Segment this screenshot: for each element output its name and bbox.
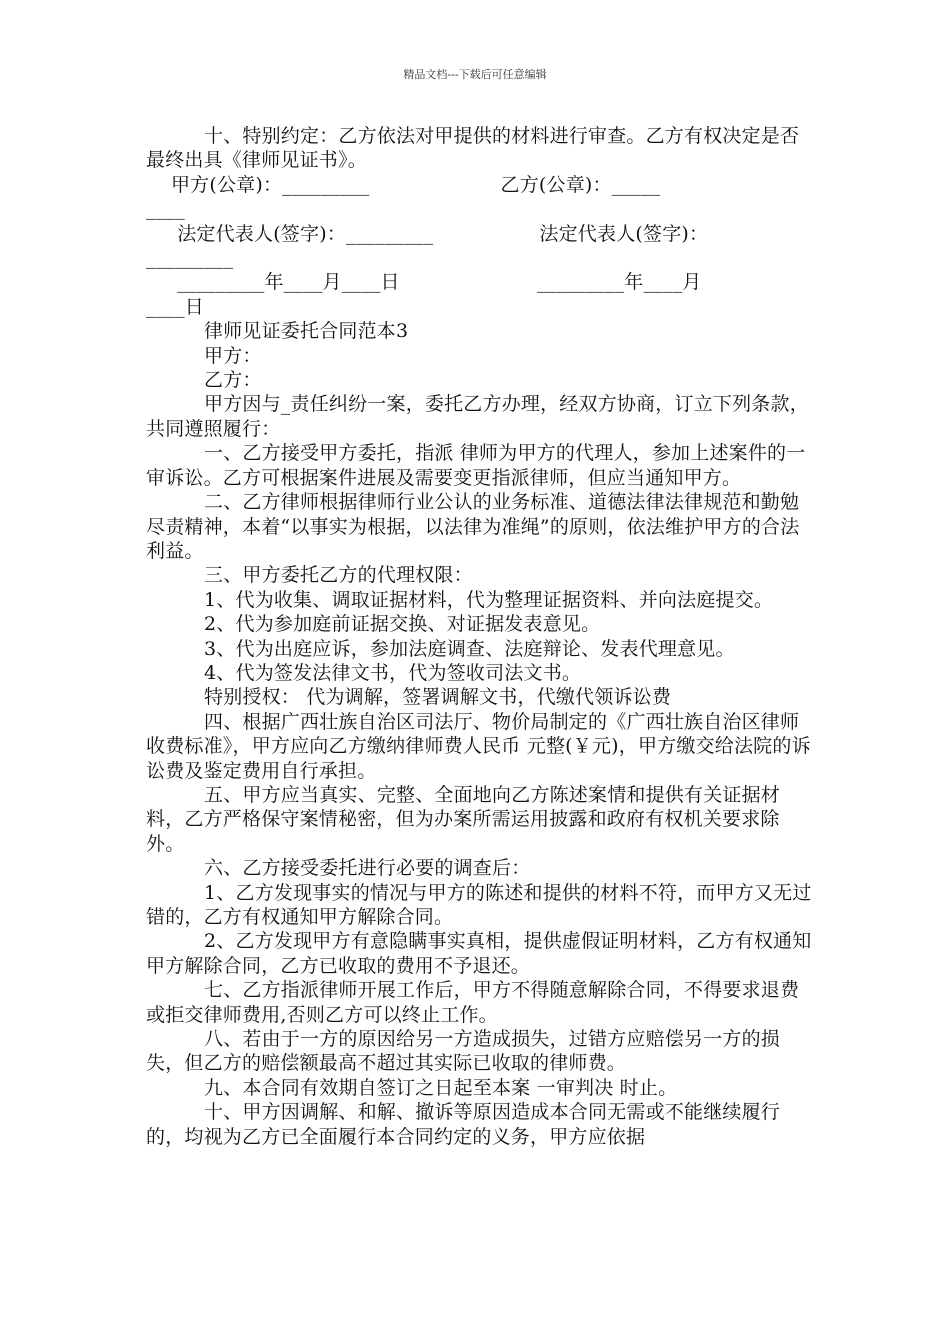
document-body — [146, 124, 812, 1149]
legal-rep-cont: _________ — [146, 247, 234, 270]
clause-paragraph: 甲方因与_责任纠纷一案，委托乙方办理，经双方协商，订立下列条款，共同遵照履行： — [146, 393, 809, 440]
contract-title: 律师见证委托合同范本3 — [204, 320, 409, 343]
clause-paragraph: 一、乙方接受甲方委托，指派 律师为甲方的代理人，参加上述案件的一审诉讼。乙方可根据案件进展及需要变更指派律师，但应当通知甲方。 — [146, 442, 806, 489]
clause-paragraph: 1、乙方发现事实的情况与甲方的陈述和提供的材料不符，而甲方又无过错的，乙方有权通知甲方解除合同。 — [146, 881, 812, 928]
clause-paragraph: 五、甲方应当真实、完整、全面地向乙方陈述案情和提供有关证据材料，乙方严格保守案情秘密，但为办案所需运用披露和政府有权机关要求除外。 — [146, 783, 781, 855]
party-a-seal-line: 甲方(公章)：_________ 乙方(公章)：_____ — [146, 173, 661, 196]
party-a-seal-cont: ____ — [146, 198, 185, 221]
clause-paragraph: 十、甲方因调解、和解、撤诉等原因造成本合同无需或不能继续履行的，均视为乙方已全面履行本合同约定的义务，甲方应依据 — [146, 1101, 781, 1148]
legal-rep-line: 法定代表人(签字)：_________ 法定代表人(签字)： — [146, 222, 709, 245]
date-cont: ____日 — [146, 295, 205, 318]
clause-paragraph: 九、本合同有效期自签订之日起至本案 一审判决 时止。 — [204, 1076, 678, 1099]
clause-paragraph: 4、代为签发法律文书，代为签收司法文书。 — [204, 661, 582, 684]
clause-paragraph: 八、若由于一方的原因给另一方造成损失，过错方应赔偿另一方的损失，但乙方的赔偿额最高不超过其实际已收取的律师费。 — [146, 1028, 781, 1075]
date-line: _________年____月____日 _________年____月 — [146, 271, 702, 294]
clause-paragraph: 1、代为收集、调取证据材料，代为整理证据资料、并向法庭提交。 — [204, 588, 774, 611]
clause-paragraph: 2、乙方发现甲方有意隐瞒事实真相，提供虚假证明材料，乙方有权通知甲方解除合同，乙方已收取的费用不予退还。 — [146, 930, 812, 977]
clause-paragraph: 3、代为出庭应诉，参加法庭调查、法庭辩论、发表代理意见。 — [204, 637, 735, 660]
party-b-label: 乙方： — [204, 369, 262, 392]
page-header: 精品文档---下载后可任意编辑 — [403, 68, 547, 81]
clause-paragraph: 七、乙方指派律师开展工作后，甲方不得随意解除合同，不得要求退费或拒交律师费用,否则乙方可以终止工作。 — [146, 979, 800, 1026]
clause-paragraph: 2、代为参加庭前证据交换、对证据发表意见。 — [204, 613, 601, 636]
party-a-label: 甲方： — [204, 344, 262, 367]
clause-paragraph: 二、乙方律师根据律师行业公认的业务标准、道德法律法律规范和勤勉尽责精神，本着“以事实为根据，以法律为准绳”的原则，依法维护甲方的合法利益。 — [146, 491, 800, 562]
clause-paragraph: 六、乙方接受委托进行必要的调查后： — [204, 857, 531, 880]
clause-paragraph: 特别授权： 代为调解，签署调解文书，代缴代领诉讼费 — [204, 686, 672, 709]
special-clause: 十、特别约定：乙方依法对甲提供的材料进行审查。乙方有权决定是否最终出具《律师见证书》。 — [146, 125, 800, 172]
clause-paragraph: 三、甲方委托乙方的代理权限： — [204, 564, 473, 587]
clause-paragraph: 四、根据广西壮族自治区司法厅、物价局制定的《广西壮族自治区律师收费标准》，甲方应向乙方缴纳律师费人民币 元整(￥元)，甲方缴交给法院的诉讼费及鉴定费用自行承担。 — [146, 710, 811, 782]
